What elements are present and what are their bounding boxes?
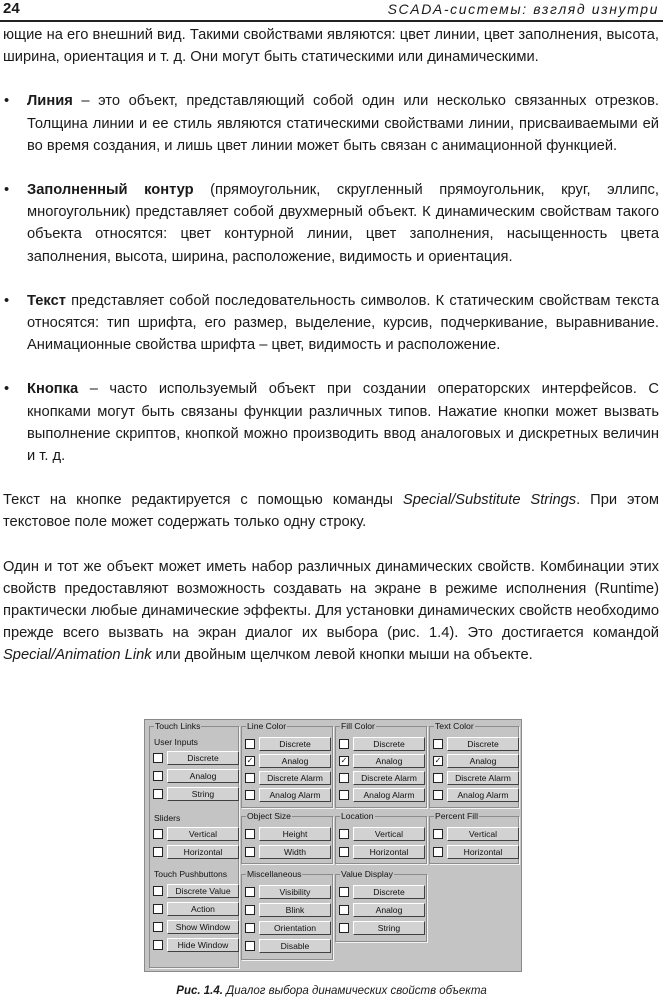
checkbox[interactable]: [153, 789, 163, 799]
text-run: . При этом текстовое поле может содержать только одну строку.: [3, 492, 660, 531]
action-button[interactable]: Action: [167, 902, 239, 916]
checkbox[interactable]: [245, 829, 255, 839]
group-label-touch-links: Touch Links: [155, 721, 201, 731]
fill-color-discrete-alarm-button[interactable]: Discrete Alarm: [353, 771, 425, 785]
intro-paragraph: ющие на его внешний вид. Такими свойствами являются: цвет линии, цвет заполнения, высота, ширина, ориентация и т. д. Они могут быть статическими или динамическими.: [3, 27, 659, 66]
figure-caption: [0, 985, 663, 997]
checkbox[interactable]: [153, 771, 163, 781]
term-text: Текст: [27, 292, 66, 309]
show-window-button[interactable]: Show Window: [167, 920, 239, 934]
checkbox[interactable]: [339, 923, 349, 933]
running-title: SCADA-системы: взгляд изнутри: [387, 1, 659, 17]
body-text: [3, 24, 659, 689]
list-item-filled-shape: [3, 179, 659, 268]
checkbox[interactable]: [433, 847, 443, 857]
value-display-string-button[interactable]: String: [353, 921, 425, 935]
location-vertical-button[interactable]: Vertical: [353, 827, 425, 841]
user-input-discrete-button[interactable]: Discrete: [167, 751, 239, 765]
group-value-display: [335, 869, 427, 942]
checkbox[interactable]: [153, 829, 163, 839]
text-run: Текст на кнопке редактируется с помощью команды: [3, 492, 403, 509]
visibility-button[interactable]: Visibility: [259, 885, 331, 899]
discrete-value-button[interactable]: Discrete Value: [167, 884, 239, 898]
user-input-analog-button[interactable]: Analog: [167, 769, 239, 783]
list-item-button: [3, 378, 659, 467]
slider-horizontal-button[interactable]: Horizontal: [167, 845, 239, 859]
page-header: [0, 0, 663, 22]
group-label-object-size: Object Size: [247, 811, 291, 821]
orientation-button[interactable]: Orientation: [259, 921, 331, 935]
value-display-analog-button[interactable]: Analog: [353, 903, 425, 917]
checkbox[interactable]: [339, 905, 349, 915]
checkbox[interactable]: [245, 847, 255, 857]
checkbox[interactable]: [339, 790, 349, 800]
list-item-text: – это объект, представляющий собой один или несколько связанных отрезков. Толщина линии и ее стиль являются статическими свойствами линии, присваиваемыми ей во время создания, и лишь цвет линии может быть связан с анимационной функцией.: [27, 93, 659, 154]
group-text-color: [429, 721, 519, 808]
checkbox[interactable]: [245, 790, 255, 800]
checkbox[interactable]: [339, 829, 349, 839]
text-run: Один и тот же объект может иметь набор различных динамических свойств. Комбинации этих свойств предоставляют возможность создавать на экране в режиме исполнения (Runtime) практически любые динамические эффекты. Для установки динамических свойств необходимо прежде всего вызвать на экран диалог их выбора (рис. 1.4). Это достигается командой: [3, 558, 659, 642]
term-button: Кнопка: [27, 381, 79, 398]
percent-fill-vertical-button[interactable]: Vertical: [447, 827, 519, 841]
text-color-discrete-alarm-button[interactable]: Discrete Alarm: [447, 771, 519, 785]
slider-vertical-button[interactable]: Vertical: [167, 827, 239, 841]
group-fill-color: [335, 721, 427, 808]
list-item-text: – часто используемый объект при создании операторских интерфейсов. С кнопками могут быть связаны функции различных типов. Нажатие кнопки может вызвать выполнение скриптов, кнопкой можно производить ввод аналоговых и дискретных величин и т. д.: [27, 381, 659, 465]
paragraph-substitute-strings: [3, 489, 659, 533]
figure-1-4: [144, 719, 522, 972]
checkbox[interactable]: [245, 739, 255, 749]
sublabel-user-inputs: User Inputs: [154, 737, 198, 747]
checkbox[interactable]: [153, 753, 163, 763]
group-line-color: [241, 721, 333, 808]
checkbox[interactable]: [339, 773, 349, 783]
text-color-analog-alarm-button[interactable]: Analog Alarm: [447, 788, 519, 802]
width-button[interactable]: Width: [259, 845, 331, 859]
hide-window-button[interactable]: Hide Window: [167, 938, 239, 952]
text-color-discrete-button[interactable]: Discrete: [447, 737, 519, 751]
text-color-analog-button[interactable]: Analog: [447, 754, 519, 768]
sublabel-touch-pushbuttons: Touch Pushbuttons: [154, 869, 228, 879]
line-color-analog-alarm-button[interactable]: Analog Alarm: [259, 788, 331, 802]
checkbox-checked[interactable]: ✓: [340, 756, 348, 765]
fill-color-analog-button[interactable]: Analog: [353, 754, 425, 768]
figure-number: Рис. 1.4.: [176, 985, 223, 997]
checkbox[interactable]: [433, 773, 443, 783]
list-item-line: [3, 90, 659, 157]
term-filled-shape: Заполненный контур: [27, 182, 194, 199]
checkbox[interactable]: [433, 739, 443, 749]
checkbox[interactable]: [433, 790, 443, 800]
group-label-miscellaneous: Miscellaneous: [247, 869, 302, 879]
disable-button[interactable]: Disable: [259, 939, 331, 953]
group-label-fill-color: Fill Color: [341, 721, 375, 731]
paragraph-animation-link: [3, 556, 659, 667]
checkbox[interactable]: [339, 887, 349, 897]
caption-text: Диалог выбора динамических свойств объекта: [222, 985, 487, 997]
line-color-discrete-button[interactable]: Discrete: [259, 737, 331, 751]
list-item-text: представляет собой последовательность символов. К статическим свойствам текста относятся: тип шрифта, его размер, выделение, курсив, подчеркивание, выравнивание. Анимационные свойства шрифта – цвет, видимость и расположение.: [27, 292, 659, 354]
text-run: или двойным щелчком левой кнопки мыши на объекте.: [151, 647, 533, 664]
sublabel-sliders: Sliders: [154, 813, 181, 823]
blink-button[interactable]: Blink: [259, 903, 331, 917]
checkbox-checked[interactable]: ✓: [434, 756, 442, 765]
checkbox[interactable]: [245, 923, 255, 933]
command-substitute-strings: Special/Substitute Strings: [402, 492, 577, 509]
list-item-text: (прямоугольник, скругленный прямоугольник, круг, эллипс, многоугольник) представляет собой двухмерный объект. К динамическим свойствам такого объекта относятся: цвет контурной линии, цвет заполнения, насыщенность цвета заполнения, высота, ширина, расположение, видимость и ориентация.: [27, 182, 659, 265]
object-type-list: [3, 90, 659, 467]
page-number: 24: [3, 0, 20, 17]
checkbox[interactable]: [153, 922, 163, 932]
term-line: Линия: [27, 93, 73, 110]
group-label-text-color: Text Color: [435, 721, 474, 731]
group-label-percent-fill: Percent Fill: [435, 811, 478, 821]
checkbox[interactable]: [245, 887, 255, 897]
group-label-location: Location: [341, 811, 374, 821]
value-display-discrete-button[interactable]: Discrete: [353, 885, 425, 899]
group-object-size: [241, 811, 333, 864]
location-horizontal-button[interactable]: Horizontal: [353, 845, 425, 859]
checkbox[interactable]: [245, 773, 255, 783]
height-button[interactable]: Height: [259, 827, 331, 841]
group-label-value-display: Value Display: [341, 869, 393, 879]
checkbox-checked[interactable]: ✓: [246, 756, 254, 765]
fill-color-discrete-button[interactable]: Discrete: [353, 737, 425, 751]
line-color-discrete-alarm-button[interactable]: Discrete Alarm: [259, 771, 331, 785]
animation-link-dialog: [144, 719, 522, 972]
group-miscellaneous: [241, 869, 333, 960]
group-percent-fill: [429, 811, 519, 864]
user-input-string-button[interactable]: String: [167, 787, 239, 801]
list-item-text-object: [3, 290, 659, 357]
checkbox[interactable]: [153, 847, 163, 857]
command-animation-link: Special/Animation Link: [3, 647, 152, 664]
group-label-line-color: Line Color: [247, 721, 287, 731]
checkbox[interactable]: [153, 886, 163, 896]
group-touch-links: [149, 721, 239, 968]
checkbox[interactable]: [245, 905, 255, 915]
line-color-analog-button[interactable]: Analog: [259, 754, 331, 768]
fill-color-analog-alarm-button[interactable]: Analog Alarm: [353, 788, 425, 802]
group-location: [335, 811, 427, 864]
checkbox[interactable]: [339, 847, 349, 857]
checkbox[interactable]: [245, 941, 255, 951]
checkbox[interactable]: [153, 904, 163, 914]
checkbox[interactable]: [433, 829, 443, 839]
checkbox[interactable]: [339, 739, 349, 749]
checkbox[interactable]: [153, 940, 163, 950]
percent-fill-horizontal-button[interactable]: Horizontal: [447, 845, 519, 859]
